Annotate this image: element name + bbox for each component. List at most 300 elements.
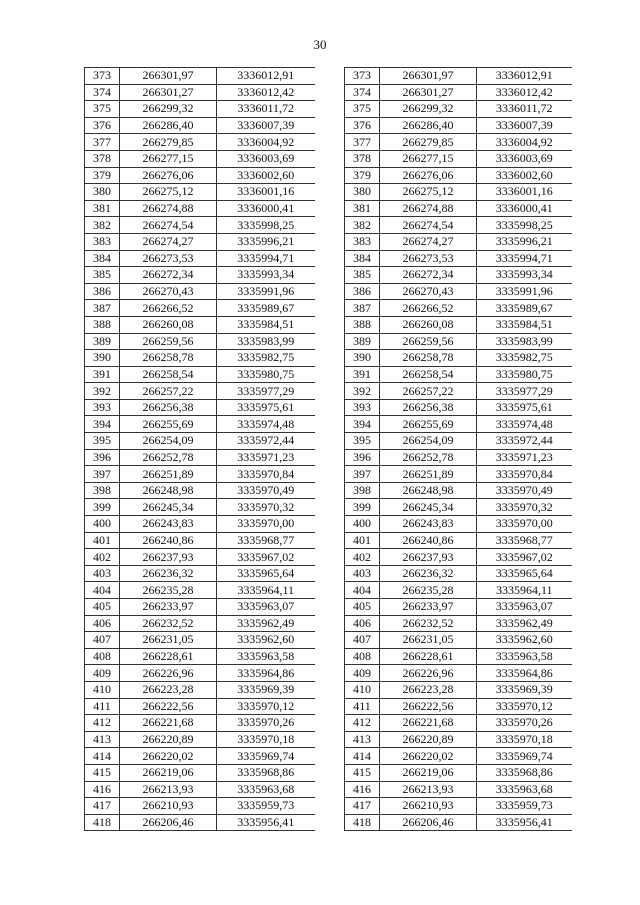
point-number-cell: 397 — [345, 466, 380, 483]
y-coordinate-cell: 3335970,26 — [477, 715, 572, 732]
x-coordinate-cell: 266243,83 — [380, 516, 477, 533]
table-row — [345, 781, 572, 798]
table-row — [345, 84, 572, 101]
table-row — [85, 150, 315, 167]
y-coordinate-cell: 3335993,34 — [477, 267, 572, 284]
x-coordinate-cell: 266252,78 — [120, 449, 217, 466]
y-coordinate-cell: 3335994,71 — [217, 250, 315, 267]
y-coordinate-cell: 3335970,84 — [477, 466, 572, 483]
y-coordinate-cell: 3335972,44 — [477, 433, 572, 450]
x-coordinate-cell: 266273,53 — [380, 250, 477, 267]
x-coordinate-cell: 266236,32 — [120, 565, 217, 582]
point-number-cell: 382 — [85, 217, 120, 234]
y-coordinate-cell: 3335962,60 — [477, 632, 572, 649]
table-row — [85, 764, 315, 781]
x-coordinate-cell: 266274,88 — [120, 200, 217, 217]
point-number-cell: 396 — [345, 449, 380, 466]
x-coordinate-cell: 266274,27 — [380, 233, 477, 250]
table-row — [85, 233, 315, 250]
x-coordinate-cell: 266210,93 — [120, 798, 217, 815]
point-number-cell: 384 — [345, 250, 380, 267]
x-coordinate-cell: 266226,96 — [380, 665, 477, 682]
y-coordinate-cell: 3335972,44 — [217, 433, 315, 450]
y-coordinate-cell: 3335964,11 — [477, 582, 572, 599]
table-row — [345, 267, 572, 284]
table-row — [85, 316, 315, 333]
y-coordinate-cell: 3336002,60 — [217, 167, 315, 184]
y-coordinate-cell: 3335956,41 — [217, 814, 315, 831]
table-row — [345, 383, 572, 400]
table-row — [345, 150, 572, 167]
table-row — [85, 366, 315, 383]
point-number-cell: 392 — [345, 383, 380, 400]
y-coordinate-cell: 3336007,39 — [477, 117, 572, 134]
table-row — [85, 167, 315, 184]
table-row — [85, 582, 315, 599]
point-number-cell: 389 — [345, 333, 380, 350]
x-coordinate-cell: 266301,97 — [120, 68, 217, 85]
y-coordinate-cell: 3335991,96 — [477, 283, 572, 300]
point-number-cell: 373 — [85, 68, 120, 85]
x-coordinate-cell: 266256,38 — [120, 399, 217, 416]
x-coordinate-cell: 266213,93 — [380, 781, 477, 798]
table-row — [85, 134, 315, 151]
table-row — [345, 449, 572, 466]
table-row — [85, 449, 315, 466]
x-coordinate-cell: 266259,56 — [380, 333, 477, 350]
y-coordinate-cell: 3335968,77 — [477, 532, 572, 549]
point-number-cell: 377 — [345, 134, 380, 151]
point-number-cell: 404 — [85, 582, 120, 599]
point-number-cell: 388 — [85, 316, 120, 333]
x-coordinate-cell: 266254,09 — [380, 433, 477, 450]
x-coordinate-cell: 266274,27 — [120, 233, 217, 250]
y-coordinate-cell: 3335991,96 — [217, 283, 315, 300]
y-coordinate-cell: 3335963,58 — [217, 648, 315, 665]
table-row — [85, 632, 315, 649]
y-coordinate-cell: 3336012,42 — [217, 84, 315, 101]
point-number-cell: 374 — [345, 84, 380, 101]
table-row — [85, 648, 315, 665]
point-number-cell: 416 — [85, 781, 120, 798]
point-number-cell: 396 — [85, 449, 120, 466]
x-coordinate-cell: 266236,32 — [380, 565, 477, 582]
x-coordinate-cell: 266277,15 — [120, 150, 217, 167]
table-row — [85, 267, 315, 284]
table-row — [345, 499, 572, 516]
table-row — [345, 532, 572, 549]
y-coordinate-cell: 3335969,74 — [477, 748, 572, 765]
page-number: 30 — [313, 37, 327, 52]
y-coordinate-cell: 3335983,99 — [217, 333, 315, 350]
x-coordinate-cell: 266237,93 — [380, 549, 477, 566]
y-coordinate-cell: 3336000,41 — [217, 200, 315, 217]
point-number-cell: 405 — [345, 599, 380, 616]
table-row — [345, 681, 572, 698]
x-coordinate-cell: 266240,86 — [120, 532, 217, 549]
y-coordinate-cell: 3335959,73 — [217, 798, 315, 815]
point-number-cell: 374 — [85, 84, 120, 101]
table-row — [85, 698, 315, 715]
point-number-cell: 411 — [345, 698, 380, 715]
point-number-cell: 402 — [85, 549, 120, 566]
x-coordinate-cell: 266286,40 — [380, 117, 477, 134]
y-coordinate-cell: 3336004,92 — [217, 134, 315, 151]
point-number-cell: 414 — [85, 748, 120, 765]
table-body-left — [85, 68, 315, 831]
coordinates-table-left — [84, 67, 315, 831]
point-number-cell: 414 — [345, 748, 380, 765]
table-row — [345, 366, 572, 383]
x-coordinate-cell: 266274,88 — [380, 200, 477, 217]
table-row — [345, 399, 572, 416]
x-coordinate-cell: 266219,06 — [120, 764, 217, 781]
table-row — [345, 748, 572, 765]
y-coordinate-cell: 3335970,18 — [217, 731, 315, 748]
y-coordinate-cell: 3335974,48 — [477, 416, 572, 433]
point-number-cell: 416 — [345, 781, 380, 798]
point-number-cell: 400 — [345, 516, 380, 533]
y-coordinate-cell: 3336012,91 — [217, 68, 315, 85]
y-coordinate-cell: 3335964,86 — [217, 665, 315, 682]
y-coordinate-cell: 3335996,21 — [217, 233, 315, 250]
x-coordinate-cell: 266235,28 — [380, 582, 477, 599]
point-number-cell: 387 — [85, 300, 120, 317]
y-coordinate-cell: 3336011,72 — [477, 101, 572, 118]
table-row — [345, 516, 572, 533]
table-row — [345, 764, 572, 781]
table-row — [85, 283, 315, 300]
point-number-cell: 409 — [345, 665, 380, 682]
y-coordinate-cell: 3335984,51 — [477, 316, 572, 333]
y-coordinate-cell: 3336000,41 — [477, 200, 572, 217]
point-number-cell: 415 — [85, 764, 120, 781]
table-row — [345, 316, 572, 333]
table-row — [345, 416, 572, 433]
x-coordinate-cell: 266251,89 — [380, 466, 477, 483]
table-row — [345, 283, 572, 300]
y-coordinate-cell: 3335956,41 — [477, 814, 572, 831]
y-coordinate-cell: 3336001,16 — [477, 184, 572, 201]
x-coordinate-cell: 266259,56 — [120, 333, 217, 350]
x-coordinate-cell: 266272,34 — [120, 267, 217, 284]
y-coordinate-cell: 3335963,68 — [477, 781, 572, 798]
coordinates-table-right — [344, 67, 572, 831]
table-row — [345, 350, 572, 367]
y-coordinate-cell: 3335959,73 — [477, 798, 572, 815]
table-row — [345, 798, 572, 815]
x-coordinate-cell: 266273,53 — [120, 250, 217, 267]
y-coordinate-cell: 3336002,60 — [477, 167, 572, 184]
point-number-cell: 385 — [345, 267, 380, 284]
x-coordinate-cell: 266228,61 — [380, 648, 477, 665]
point-number-cell: 418 — [85, 814, 120, 831]
x-coordinate-cell: 266279,85 — [120, 134, 217, 151]
table-row — [85, 383, 315, 400]
y-coordinate-cell: 3335963,68 — [217, 781, 315, 798]
point-number-cell: 410 — [85, 681, 120, 698]
table-body-right — [345, 68, 572, 831]
x-coordinate-cell: 266252,78 — [380, 449, 477, 466]
table-row — [345, 250, 572, 267]
x-coordinate-cell: 266299,32 — [120, 101, 217, 118]
point-number-cell: 411 — [85, 698, 120, 715]
y-coordinate-cell: 3335977,29 — [477, 383, 572, 400]
y-coordinate-cell: 3335969,39 — [217, 681, 315, 698]
point-number-cell: 406 — [85, 615, 120, 632]
table-row — [345, 134, 572, 151]
table-row — [85, 681, 315, 698]
point-number-cell: 398 — [85, 482, 120, 499]
table-row — [345, 715, 572, 732]
y-coordinate-cell: 3335970,49 — [477, 482, 572, 499]
table-row — [85, 217, 315, 234]
table-row — [345, 217, 572, 234]
point-number-cell: 407 — [345, 632, 380, 649]
y-coordinate-cell: 3335970,00 — [217, 516, 315, 533]
point-number-cell: 397 — [85, 466, 120, 483]
x-coordinate-cell: 266220,89 — [380, 731, 477, 748]
x-coordinate-cell: 266299,32 — [380, 101, 477, 118]
table-row — [345, 648, 572, 665]
y-coordinate-cell: 3335969,39 — [477, 681, 572, 698]
table-row — [345, 599, 572, 616]
table-row — [345, 184, 572, 201]
table-row — [85, 615, 315, 632]
point-number-cell: 390 — [85, 350, 120, 367]
table-row — [345, 665, 572, 682]
point-number-cell: 405 — [85, 599, 120, 616]
y-coordinate-cell: 3336007,39 — [217, 117, 315, 134]
point-number-cell: 415 — [345, 764, 380, 781]
point-number-cell: 393 — [345, 399, 380, 416]
point-number-cell: 417 — [85, 798, 120, 815]
x-coordinate-cell: 266276,06 — [120, 167, 217, 184]
y-coordinate-cell: 3335971,23 — [477, 449, 572, 466]
x-coordinate-cell: 266210,93 — [380, 798, 477, 815]
x-coordinate-cell: 266266,52 — [120, 300, 217, 317]
x-coordinate-cell: 266220,02 — [380, 748, 477, 765]
table-row — [85, 466, 315, 483]
x-coordinate-cell: 266223,28 — [380, 681, 477, 698]
point-number-cell: 376 — [345, 117, 380, 134]
y-coordinate-cell: 3336011,72 — [217, 101, 315, 118]
x-coordinate-cell: 266277,15 — [380, 150, 477, 167]
point-number-cell: 386 — [345, 283, 380, 300]
point-number-cell: 380 — [85, 184, 120, 201]
y-coordinate-cell: 3335968,77 — [217, 532, 315, 549]
x-coordinate-cell: 266243,83 — [120, 516, 217, 533]
point-number-cell: 375 — [85, 101, 120, 118]
y-coordinate-cell: 3335989,67 — [217, 300, 315, 317]
y-coordinate-cell: 3335970,32 — [217, 499, 315, 516]
x-coordinate-cell: 266231,05 — [120, 632, 217, 649]
y-coordinate-cell: 3335962,49 — [217, 615, 315, 632]
table-row — [85, 731, 315, 748]
x-coordinate-cell: 266286,40 — [120, 117, 217, 134]
y-coordinate-cell: 3335975,61 — [217, 399, 315, 416]
x-coordinate-cell: 266255,69 — [380, 416, 477, 433]
table-row — [85, 499, 315, 516]
y-coordinate-cell: 3335970,12 — [217, 698, 315, 715]
point-number-cell: 399 — [85, 499, 120, 516]
y-coordinate-cell: 3335982,75 — [217, 350, 315, 367]
x-coordinate-cell: 266232,52 — [120, 615, 217, 632]
x-coordinate-cell: 266258,54 — [380, 366, 477, 383]
x-coordinate-cell: 266275,12 — [380, 184, 477, 201]
point-number-cell: 381 — [345, 200, 380, 217]
point-number-cell: 379 — [85, 167, 120, 184]
x-coordinate-cell: 266206,46 — [380, 814, 477, 831]
point-number-cell: 378 — [85, 150, 120, 167]
point-number-cell: 418 — [345, 814, 380, 831]
table-row — [85, 200, 315, 217]
table-row — [345, 814, 572, 831]
point-number-cell: 400 — [85, 516, 120, 533]
x-coordinate-cell: 266226,96 — [120, 665, 217, 682]
x-coordinate-cell: 266228,61 — [120, 648, 217, 665]
x-coordinate-cell: 266248,98 — [380, 482, 477, 499]
x-coordinate-cell: 266260,08 — [120, 316, 217, 333]
x-coordinate-cell: 266221,68 — [380, 715, 477, 732]
x-coordinate-cell: 266301,27 — [120, 84, 217, 101]
table-row — [85, 250, 315, 267]
x-coordinate-cell: 266223,28 — [120, 681, 217, 698]
table-row — [85, 184, 315, 201]
y-coordinate-cell: 3335980,75 — [217, 366, 315, 383]
point-number-cell: 377 — [85, 134, 120, 151]
y-coordinate-cell: 3335975,61 — [477, 399, 572, 416]
y-coordinate-cell: 3335964,86 — [477, 665, 572, 682]
y-coordinate-cell: 3335984,51 — [217, 316, 315, 333]
point-number-cell: 404 — [345, 582, 380, 599]
y-coordinate-cell: 3335974,48 — [217, 416, 315, 433]
point-number-cell: 395 — [85, 433, 120, 450]
y-coordinate-cell: 3336004,92 — [477, 134, 572, 151]
point-number-cell: 383 — [345, 233, 380, 250]
point-number-cell: 412 — [345, 715, 380, 732]
y-coordinate-cell: 3336012,91 — [477, 68, 572, 85]
y-coordinate-cell: 3335967,02 — [217, 549, 315, 566]
point-number-cell: 403 — [345, 565, 380, 582]
table-row — [345, 117, 572, 134]
y-coordinate-cell: 3335968,86 — [477, 764, 572, 781]
table-row — [85, 68, 315, 85]
point-number-cell: 398 — [345, 482, 380, 499]
x-coordinate-cell: 266233,97 — [380, 599, 477, 616]
point-number-cell: 401 — [345, 532, 380, 549]
point-number-cell: 410 — [345, 681, 380, 698]
table-row — [345, 482, 572, 499]
x-coordinate-cell: 266206,46 — [120, 814, 217, 831]
x-coordinate-cell: 266222,56 — [380, 698, 477, 715]
x-coordinate-cell: 266276,06 — [380, 167, 477, 184]
y-coordinate-cell: 3335996,21 — [477, 233, 572, 250]
x-coordinate-cell: 266266,52 — [380, 300, 477, 317]
table-row — [85, 798, 315, 815]
table-row — [345, 233, 572, 250]
table-row — [85, 599, 315, 616]
y-coordinate-cell: 3335969,74 — [217, 748, 315, 765]
x-coordinate-cell: 266235,28 — [120, 582, 217, 599]
point-number-cell: 394 — [85, 416, 120, 433]
y-coordinate-cell: 3335967,02 — [477, 549, 572, 566]
table-row — [85, 748, 315, 765]
point-number-cell: 391 — [345, 366, 380, 383]
x-coordinate-cell: 266221,68 — [120, 715, 217, 732]
table-row — [85, 781, 315, 798]
table-row — [345, 698, 572, 715]
x-coordinate-cell: 266279,85 — [380, 134, 477, 151]
y-coordinate-cell: 3335993,34 — [217, 267, 315, 284]
x-coordinate-cell: 266260,08 — [380, 316, 477, 333]
x-coordinate-cell: 266258,78 — [380, 350, 477, 367]
table-row — [85, 665, 315, 682]
point-number-cell: 380 — [345, 184, 380, 201]
point-number-cell: 402 — [345, 549, 380, 566]
y-coordinate-cell: 3335970,00 — [477, 516, 572, 533]
table-row — [345, 433, 572, 450]
table-row — [85, 814, 315, 831]
y-coordinate-cell: 3335977,29 — [217, 383, 315, 400]
x-coordinate-cell: 266301,97 — [380, 68, 477, 85]
point-number-cell: 413 — [345, 731, 380, 748]
point-number-cell: 388 — [345, 316, 380, 333]
table-row — [345, 333, 572, 350]
point-number-cell: 379 — [345, 167, 380, 184]
table-row — [85, 549, 315, 566]
point-number-cell: 406 — [345, 615, 380, 632]
point-number-cell: 409 — [85, 665, 120, 682]
x-coordinate-cell: 266274,54 — [380, 217, 477, 234]
point-number-cell: 376 — [85, 117, 120, 134]
point-number-cell: 390 — [345, 350, 380, 367]
table-row — [85, 350, 315, 367]
y-coordinate-cell: 3336012,42 — [477, 84, 572, 101]
point-number-cell: 375 — [345, 101, 380, 118]
x-coordinate-cell: 266254,09 — [120, 433, 217, 450]
x-coordinate-cell: 266255,69 — [120, 416, 217, 433]
y-coordinate-cell: 3335963,07 — [477, 599, 572, 616]
x-coordinate-cell: 266233,97 — [120, 599, 217, 616]
x-coordinate-cell: 266248,98 — [120, 482, 217, 499]
x-coordinate-cell: 266232,52 — [380, 615, 477, 632]
y-coordinate-cell: 3335962,49 — [477, 615, 572, 632]
point-number-cell: 394 — [345, 416, 380, 433]
y-coordinate-cell: 3335970,84 — [217, 466, 315, 483]
y-coordinate-cell: 3335970,18 — [477, 731, 572, 748]
table-row — [85, 300, 315, 317]
x-coordinate-cell: 266245,34 — [380, 499, 477, 516]
y-coordinate-cell: 3336003,69 — [477, 150, 572, 167]
y-coordinate-cell: 3335989,67 — [477, 300, 572, 317]
x-coordinate-cell: 266213,93 — [120, 781, 217, 798]
table-row — [85, 117, 315, 134]
x-coordinate-cell: 266231,05 — [380, 632, 477, 649]
x-coordinate-cell: 266258,54 — [120, 366, 217, 383]
y-coordinate-cell: 3335970,26 — [217, 715, 315, 732]
y-coordinate-cell: 3335965,64 — [217, 565, 315, 582]
table-row — [345, 101, 572, 118]
x-coordinate-cell: 266270,43 — [120, 283, 217, 300]
x-coordinate-cell: 266256,38 — [380, 399, 477, 416]
point-number-cell: 387 — [345, 300, 380, 317]
x-coordinate-cell: 266274,54 — [120, 217, 217, 234]
y-coordinate-cell: 3335963,07 — [217, 599, 315, 616]
x-coordinate-cell: 266275,12 — [120, 184, 217, 201]
table-row — [85, 516, 315, 533]
x-coordinate-cell: 266257,22 — [120, 383, 217, 400]
